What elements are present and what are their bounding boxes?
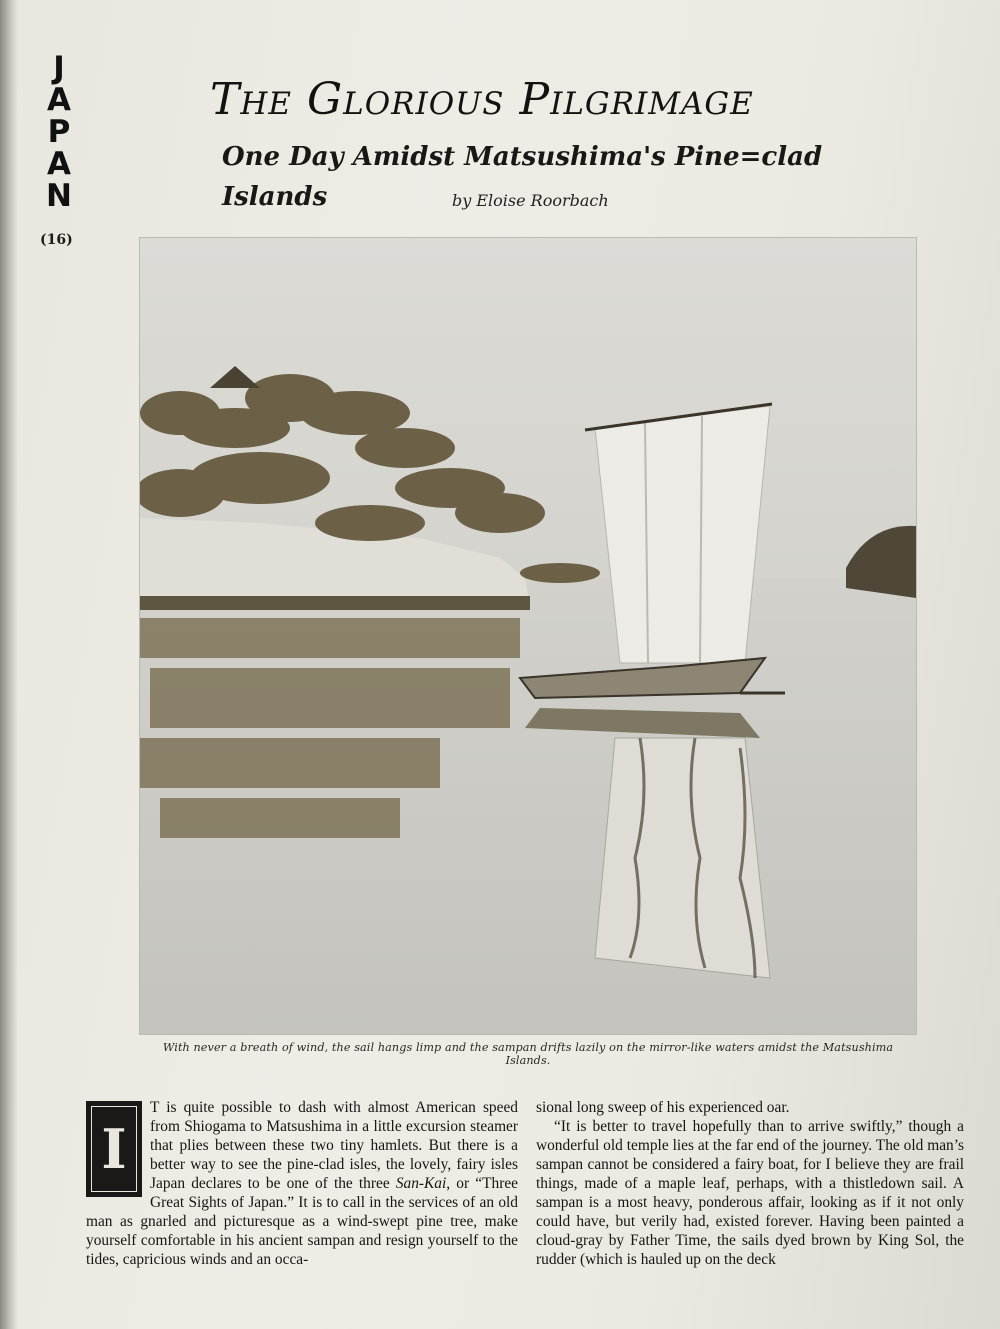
article-subtitle: One Day Amidst Matsushima's Pine=clad Islands [222,142,823,212]
col2-paragraph-2: “It is better to travel hopefully than to arrive swiftly,” though a wonderful old temple lies at the far end of the journey. The old man’s sampan cannot be considered a fairy boat, for I believe they are frail things, made of a maple leaf, perhaps, with a thistledown sail. A sampan is a most heavy, ponderous affair, looking as if it not only could have, but verily had, existed forever. Having been painted a cloud-gray by Father Time, the sails dyed brown by King Sol, the rudder (which is hauled up on the deck [536,1118,964,1268]
masthead-letter: A [47,82,71,118]
drop-cap-letter: I [91,1106,137,1192]
masthead-letter: A [47,146,71,182]
masthead-letter: J [53,50,65,86]
col1-text-lead: T is quite possible to dash with almost American speed from Shiogama to Matsushima in a little excursion steamer that plies between these two tiny hamlets. But there is a better way to see the pine-clad isles, the lovely, fairy isles Japan declares to be one of the three [150,1099,518,1192]
col2-paragraph-1: sional long sweep of his experienced oar. [536,1099,790,1116]
article-paragraph [86,1098,518,1269]
article-title: The Glorious Pilgrimage [210,74,754,125]
drop-cap-initial [86,1101,142,1197]
page-number: (16) [40,232,73,248]
photo-caption: With never a breath of wind, the sail hangs limp and the sampan drifts lazily on the mirror-like waters amidst the Matsushima Islands. [162,1041,894,1067]
col1-text-emphasis: San-Kai [395,1175,447,1192]
sampan-photo-illustration [140,238,916,1034]
article-column-1 [86,1098,518,1269]
page-spine-shadow [0,0,18,1329]
sampan-photograph [140,238,916,1034]
masthead-letter: N [46,178,72,214]
article-column-2 [536,1098,964,1269]
col1-text-rest: , or “Three Great Sights of Japan.” It is to call in the services of an old man as gnarled and picturesque as a wind-swept pine tree, make yourself comfortable in his ancient sampan and resign yourself to the tides, capricious winds and an occa- [86,1175,518,1268]
masthead-japan [44,52,74,212]
masthead-letter: P [47,114,71,150]
article-byline: by Eloise Roorbach [452,191,609,210]
